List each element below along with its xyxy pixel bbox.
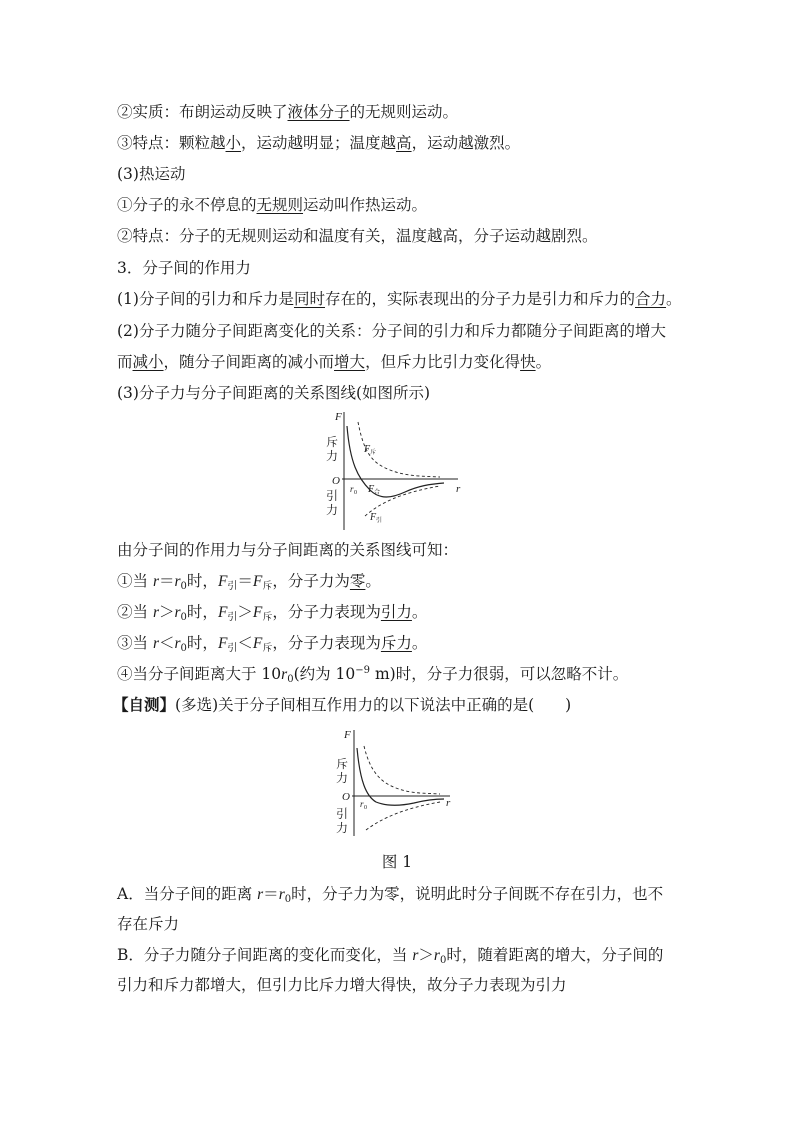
- text: ，运动越明显；温度越: [241, 134, 397, 152]
- text: (约为 10: [293, 665, 356, 683]
- axis-label-chi: 斥: [336, 757, 349, 771]
- axis-label-li2: 力: [336, 821, 349, 835]
- underlined-answer: 零: [349, 572, 366, 590]
- text: 时，: [186, 603, 218, 621]
- text: 的无规则运动。: [349, 103, 459, 121]
- origin-label: O: [342, 791, 350, 803]
- axis-label-r: r: [446, 797, 451, 809]
- underlined-answer: 无规则: [256, 196, 304, 214]
- axis-label-r: r: [456, 483, 461, 495]
- text: ①分子的永不停息的: [117, 196, 257, 214]
- math-sub: 0: [180, 612, 187, 623]
- text-line-12: [117, 571, 381, 592]
- curve-label-repulsion: F: [364, 444, 371, 455]
- text: 时，随着距离的增大，分子间的: [446, 946, 664, 964]
- text: 运动叫作热运动。: [303, 196, 428, 214]
- math-sub: 0: [284, 894, 292, 905]
- underlined-answer: 斥力: [380, 634, 412, 652]
- self-test-tag: 【自测】: [113, 695, 176, 714]
- math-op: ＞: [158, 603, 175, 621]
- text: 。: [666, 290, 682, 308]
- text: ③当: [117, 634, 153, 652]
- text-line-1: [117, 102, 458, 122]
- axis-label-F: F: [335, 411, 342, 423]
- section-heading: 3．分子间的作用力: [117, 259, 251, 277]
- math-sub: 引: [227, 612, 238, 623]
- r0-label: r: [350, 484, 354, 494]
- math-sub: 0: [180, 581, 187, 592]
- underlined-answer: 同时: [293, 290, 325, 308]
- underlined-answer: 减小: [132, 353, 164, 371]
- text-line-8: (2)分子力随分子间距离变化的关系：分子间的引力和斥力都随分子间距离的增大: [117, 322, 666, 340]
- math-op: ＜: [158, 634, 175, 652]
- text: 。: [365, 572, 381, 590]
- text: A．当分子间的距离: [117, 885, 258, 903]
- text: 时，: [186, 572, 218, 590]
- math-op: ＜: [237, 634, 253, 652]
- text: ，但斥力比引力变化得: [365, 353, 521, 371]
- math-var: F: [217, 573, 228, 590]
- force-distance-graph: [320, 408, 470, 533]
- text: ，随分子间距离的减小而: [163, 353, 335, 371]
- curve-label-net: F: [368, 484, 375, 495]
- figure-caption: 图 1: [381, 853, 413, 871]
- text: ②当: [117, 603, 153, 621]
- curve-label-attraction: F: [370, 512, 377, 523]
- math-var: r: [152, 604, 159, 621]
- text: 时，分子力为零，说明此时分子间既不存在引力，也不: [291, 885, 664, 903]
- axis-label-yin: 引: [326, 489, 339, 503]
- text: (多选)关于分子间相互作用力的以下说法中正确的是( ): [175, 696, 572, 714]
- math-op: ＝: [263, 885, 279, 903]
- text: ③特点：颗粒越: [117, 134, 226, 152]
- underlined-answer: 高: [396, 134, 412, 152]
- math-var: F: [252, 635, 263, 652]
- axis-label-chi: 斥: [326, 435, 339, 449]
- math-var: F: [217, 604, 228, 621]
- text: ①当: [117, 572, 153, 590]
- text: 时，: [186, 634, 218, 652]
- math-sub: 引: [227, 643, 238, 654]
- text: 。: [411, 603, 428, 621]
- math-op: ＝: [237, 572, 253, 590]
- math-sub: 斥: [262, 612, 273, 623]
- underlined-answer: 快: [520, 353, 536, 371]
- math-var: F: [252, 604, 263, 621]
- r0-sub: 0: [354, 490, 357, 496]
- self-test-question: [113, 695, 571, 715]
- option-a-line-2: 存在斥力: [117, 915, 180, 933]
- axis-label-li: 力: [336, 771, 349, 785]
- text-line-2: [117, 133, 520, 153]
- math-sub: 斥: [262, 643, 273, 654]
- text: ，运动越激烈。: [411, 134, 521, 152]
- text: ，分子力表现为: [272, 634, 381, 652]
- underlined-answer: 增大: [334, 353, 366, 371]
- curve-label-sub: 合: [374, 490, 381, 496]
- text: ，分子力为: [272, 572, 350, 590]
- text-line-7: [117, 289, 682, 309]
- text: ，分子力表现为: [272, 603, 381, 621]
- text: ②实质：布朗运动反映了: [117, 103, 288, 121]
- math-var: F: [252, 573, 263, 590]
- math-sub: 0: [439, 955, 447, 966]
- math-var: r: [152, 573, 159, 590]
- math-op: ＝: [158, 572, 175, 590]
- text: 。: [535, 353, 552, 371]
- text-line-4: [117, 195, 427, 215]
- math-sub: 引: [227, 581, 238, 592]
- text: (1)分子间的引力和斥力是: [117, 290, 294, 308]
- text-line-11: 由分子间的作用力与分子间距离的关系图线可知：: [117, 541, 459, 559]
- math-sub: 0: [287, 674, 294, 685]
- figure-1-graph: [330, 726, 460, 838]
- underlined-answer: 小: [225, 134, 242, 152]
- math-var: r: [281, 666, 288, 683]
- curve-label-sub: 引: [376, 518, 383, 524]
- option-b-line-1: [117, 945, 663, 966]
- axis-label-F: F: [344, 729, 351, 741]
- math-var: r: [174, 573, 181, 590]
- math-sub: 0: [180, 643, 187, 654]
- underlined-answer: 引力: [380, 603, 412, 621]
- text: 而: [117, 353, 133, 371]
- axis-label-yin: 引: [336, 807, 349, 821]
- underlined-answer: 液体分子: [287, 103, 350, 121]
- text-line-3: (3)热运动: [117, 165, 186, 183]
- math-var: r: [152, 635, 159, 652]
- text-line-14: [117, 633, 427, 654]
- math-var: F: [217, 635, 228, 652]
- math-var: r: [257, 886, 264, 903]
- text-line-13: [117, 602, 427, 623]
- math-var: r: [174, 635, 181, 652]
- math-var: r: [412, 947, 419, 964]
- text-line-10: (3)分子力与分子间距离的关系图线(如图所示): [117, 384, 431, 402]
- r0-sub: 0: [364, 805, 367, 811]
- text: 。: [411, 634, 428, 652]
- math-sup: −9: [355, 665, 371, 676]
- math-var: r: [278, 886, 285, 903]
- text: m)时，分子力很弱，可以忽略不计。: [370, 665, 629, 683]
- origin-label: O: [332, 475, 340, 487]
- math-var: r: [433, 947, 440, 964]
- text: 存在的，实际表现出的分子力是引力和斥力的: [324, 290, 635, 308]
- math-op: ＞: [418, 946, 434, 964]
- option-b-line-2: 引力和斥力都增大，但引力比斥力增大得快，故分子力表现为引力: [117, 976, 567, 994]
- math-sub: 斥: [262, 581, 273, 592]
- axis-label-li: 力: [326, 449, 339, 463]
- text: B．分子力随分子间距离的变化而变化，当: [117, 946, 413, 964]
- curve-label-sub: 斥: [370, 450, 377, 456]
- text-line-9: [117, 352, 551, 372]
- math-op: ＞: [237, 603, 253, 621]
- text: ④当分子间距离大于 10: [117, 665, 282, 683]
- r0-label: r: [360, 799, 364, 809]
- axis-label-li2: 力: [326, 503, 339, 517]
- text-line-5: ②特点：分子的无规则运动和温度有关，温度越高，分子运动越剧烈。: [117, 227, 598, 245]
- math-var: r: [174, 604, 181, 621]
- text-line-15: [117, 664, 628, 685]
- underlined-answer: 合力: [635, 290, 667, 308]
- option-a-line-1: [117, 884, 663, 905]
